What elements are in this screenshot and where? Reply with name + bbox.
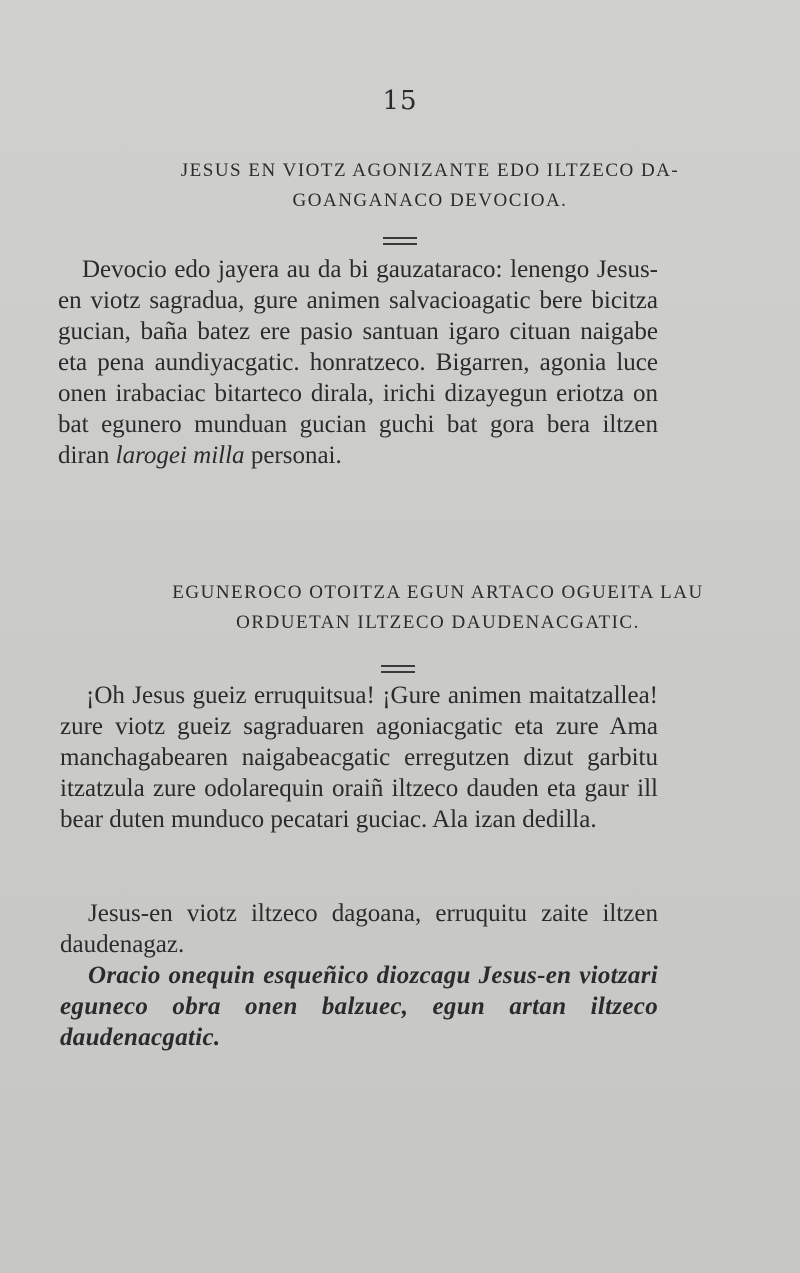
prayer-paragraph: ¡Oh Jesus gueiz erruquitsua! ¡Gure animen maitatzallea! zure viotz gueiz sagraduaren agoniacgatic eta zure Ama manchagabearen naigabeacgatic erregutzen dizut garbitu itzatzula zure odolarequin oraiñ iltzeco dauden eta gaur ill bear duten munduco pecatari guciac. Ala izan dedilla. xyxy=(60,682,658,833)
heading-line: JESUS EN VIOTZ AGONIZANTE EDO ILTZECO DA- xyxy=(180,160,680,181)
section-heading-devotion xyxy=(150,156,710,216)
section-heading-daily-prayer xyxy=(158,578,718,638)
heading-line: ORDUETAN ILTZECO DAUDENACGATIC. xyxy=(236,612,640,633)
page-number: 15 xyxy=(382,86,418,116)
double-rule-divider xyxy=(383,237,417,239)
italic-number-phrase: larogei milla xyxy=(115,442,245,469)
offering-paragraph: Oracio onequin esqueñico diozcagu Jesus-en viotzari eguneco obra onen balzuec, egun artan iltzeco daudenacgatic. xyxy=(60,962,658,1051)
double-rule-divider xyxy=(381,665,415,667)
paragraph-end: personai. xyxy=(244,442,342,469)
invocation-paragraph: Jesus-en viotz iltzeco dagoana, erruquitu zaite iltzen daudenagaz. xyxy=(60,900,658,958)
devotion-paragraph xyxy=(58,254,658,471)
paragraph-text: Devocio edo jayera au da bi gauzataraco: lenengo Jesus-en viotz sagradua, gure animen salvacioagatic bere bicitza gucian, baña batez ere pasio santuan igaro cituan naigabe eta pena aundiyacgatic. honratzeco. Bigarren, agonia luce onen irabaciac bitarteco dirala, irichi dizayegun eriotza on bat egunero munduan gucian guchi bat gora bera iltzen diran xyxy=(58,256,658,469)
heading-line: EGUNEROCO OTOITZA EGUN ARTACO OGUEITA LAU xyxy=(172,582,704,603)
heading-line: GOANGANACO DEVOCIOA. xyxy=(292,190,568,211)
